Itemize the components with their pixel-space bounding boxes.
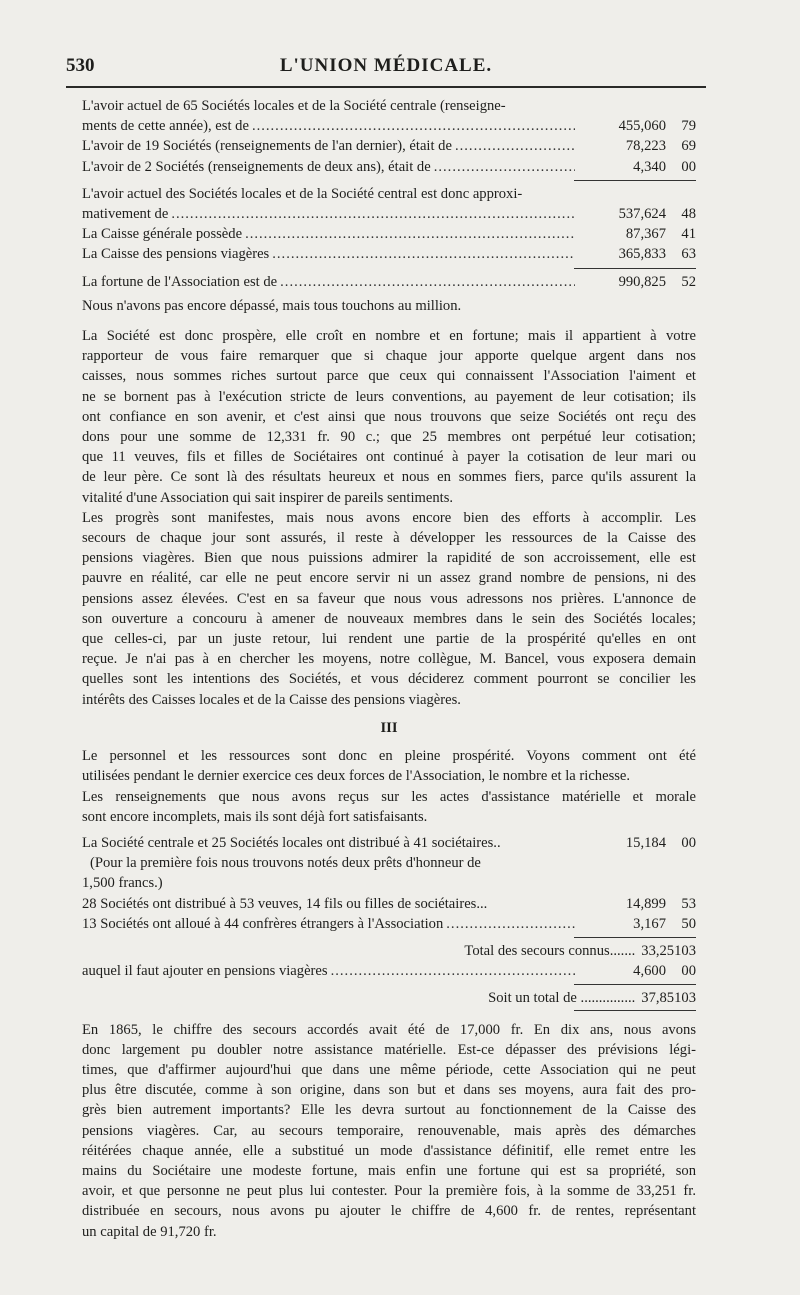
table-row: L'avoir de 19 Sociétés (renseignements de l'an dernier), était de ..... 78,223 69 bbox=[82, 136, 696, 156]
paragraph-prosperity: La Société est donc prospère, elle croît en nombre et en fortune; mais il appartient à votre rapporteur de vous faire remarquer que si chaque jour apporte quelque argent dans nos caisses, nous sommes riches surtout parce que ceux qui connaissent l'Association l'aiment et ne se bornent pas à l'exécution stricte de leurs conventions, au payement de leur cotisation; ils ont confiance en son avenir, et c'est ainsi que nous trouvons que seize Sociétés ont reçu des dons pour une somme de 12,331 fr. 90 c.; que 25 membres ont perpétué leur cotisation; que 11 veuves, fils et filles de Sociétaires ont continué à payer la cotisation de leur mari ou de leur père. Ce sont là des résultats heureux et nous en sommes fiers, parce qu'ils assurent la vitalité d'une Association qui sait inspirer de pareils sentiments. bbox=[82, 328, 696, 506]
page-number: 530 bbox=[66, 55, 95, 76]
running-title: L'UNION MÉDICALE. bbox=[279, 55, 493, 76]
avoir-table bbox=[82, 96, 696, 181]
sum-rule bbox=[574, 984, 696, 985]
table-row-label-line: L'avoir actuel des Sociétés locales et de la Société central est donc approxi- bbox=[82, 185, 523, 202]
paragraph-personnel: Le personnel et les ressources sont donc en pleine prospérité. Voyons comment ont été utilisées pendant le dernier exercice ces deux forces de l'Association, le nombre et la richesse. bbox=[82, 748, 696, 785]
table-total-row: La fortune de l'Association est de ..... 990,825 52 bbox=[82, 272, 696, 292]
paragraph-progress: Les progrès sont manifestes, mais nous avons encore bien des efforts à accomplir. Les secours de chaque jour sont assurés, il reste à développer les ressources de la Caisse des pensions viagères. Bien que nous puissions admirer la rapidité de son accroissement, elle est pauvre en réalité, car elle ne peut encore servir ni un assez grand nombre de pensions, ni des pensions assez élevées. C'est en sa faveur que nous vous adressons nos prières. L'annonce de son ouverture a concouru à amener de nouveaux membres dans le sein des Sociétés locales; que celles-ci, par un juste retour, lui rendent une partie de la prospérité qu'elles en ont reçue. Je n'ai pas à en chercher les moyens, notre collègue, M. Bancel, vous exposera demain quelles sont les intentions des Sociétés, et vous déciderez comment pourront se concilier les intérêts des Caisses locales et de la Caisse des pensions viagères. bbox=[82, 509, 696, 708]
table-row: mativement de ..... 537,624 48 bbox=[82, 204, 696, 224]
paragraph-renseignements: Les renseignements que nous avons reçus sur les actes d'assistance matérielle et morale sont encore incomplets, mais ils sont déjà fort satisfaisants. bbox=[82, 788, 696, 825]
table-row: 13 Sociétés ont alloué à 44 confrères étrangers à l'Association ..... 3,167 50 bbox=[82, 914, 696, 934]
table-subtotal-row: Total des secours connus....... 33,251 03 bbox=[464, 942, 696, 959]
secours-table bbox=[82, 833, 696, 1011]
paragraph-conclusion: En 1865, le chiffre des secours accordés avait été de 17,000 fr. En dix ans, nous avons donc largement pu doubler notre assistance matérielle. Est-ce dépasser des prévisions légi- times, que d'affirmer aujourd'hui que dans une même période, cette Association qui ne peut plus être discutée, comme à son origine, dans son but et dans ses moyens, aura fait des pro- grès bien autrement importants? Elle les devra surtout au fonctionnement de la Caisse des pensions viagères. Car, au secours temporaire, renouvenable, mais après des démarches réitérées chaque année, elle a substitué un mode d'assistance définitif, elle remet entre les mains du Sociétaire une modeste fortune, mais enfin une fortune qui est sa propriété, son avoir, et que personne ne peut plus lui contester. Pour la première fois, à la somme de 33,251 fr. distribuée en secours, nous avons pu ajouter le chiffre de 4,600 fr. de rentes, représentant un capital de 91,720 fr. bbox=[82, 1021, 696, 1240]
table-row-label-line: L'avoir actuel de 65 Sociétés locales et de la Société centrale (renseigne- bbox=[82, 98, 506, 114]
sum-rule bbox=[574, 268, 696, 269]
sum-rule bbox=[574, 937, 696, 938]
table-row: La Caisse générale possède ..... 87,367 41 bbox=[82, 224, 696, 244]
sum-rule bbox=[574, 1010, 696, 1011]
page-body bbox=[82, 96, 696, 1242]
section-heading: III bbox=[380, 719, 398, 736]
table-note: 1,500 francs.) bbox=[82, 875, 163, 892]
table-row: auquel il faut ajouter en pensions viagères ..... 4,600 00 bbox=[82, 961, 696, 981]
million-note: Nous n'avons pas encore dépassé, mais tous touchons au million. bbox=[82, 297, 462, 314]
table-total-row: Soit un total de ............... 37,851 03 bbox=[488, 990, 696, 1007]
table-note: (Pour la première fois nous trouvons notés deux prêts d'honneur de bbox=[90, 855, 481, 872]
header-rule bbox=[66, 86, 706, 88]
table-row: La Caisse des pensions viagères ..... 365,833 63 bbox=[82, 244, 696, 264]
table-row: 28 Sociétés ont distribué à 53 veuves, 14 fils ou filles de sociétaires... 14,899 53 bbox=[82, 895, 696, 912]
sum-rule bbox=[574, 180, 696, 181]
table-row: La Société centrale et 25 Sociétés locales ont distribué à 41 sociétaires.. 15,184 00 bbox=[82, 834, 696, 851]
page-header bbox=[66, 55, 706, 81]
table-row: ments de cette année), est de ..... 455,060 79 bbox=[82, 116, 696, 136]
table-row: L'avoir de 2 Sociétés (renseignements de deux ans), était de ..... 4,340 00 bbox=[82, 157, 696, 177]
fortune-table bbox=[82, 184, 696, 292]
